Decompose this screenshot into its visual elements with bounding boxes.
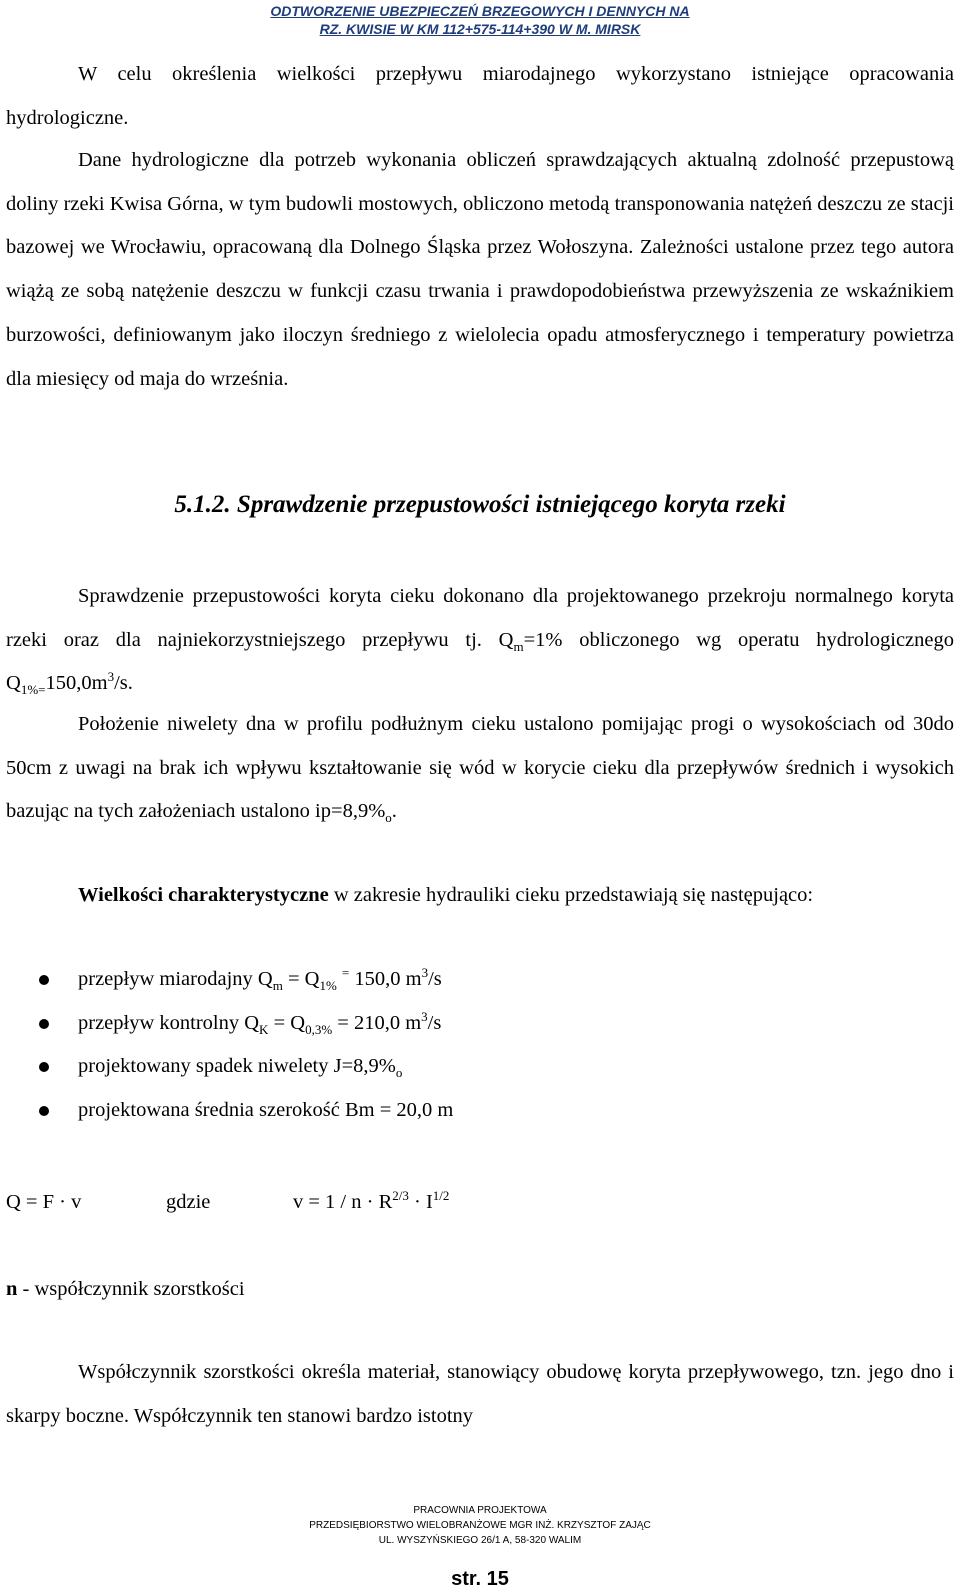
footer-line-1: PRACOWNIA PROJEKTOWA <box>413 1505 547 1516</box>
paragraph-hydrology: Dane hydrologiczne dla potrzeb wykonania obliczeń sprawdzających aktualną zdolność przepustową doliny rzeki Kwisa Górna, w tym budowli mostowych, obliczono metodą transponowania natężeń deszczu ze stacji bazowej we Wrocławiu, opracowaną dla Dolnego Śląska przez Wołoszyna. Zależności ustalone przez tego autora wiążą ze sobą natężenie deszczu w funkcji czasu trwania i prawdopodobieństwa przewyższenia ze wskaźnikiem burzowości, definiowanym jako iloczyn średniego z wielolecia opadu atmosferycznego i temperatury powietrza dla miesięcy od maja do września. <box>6 149 954 390</box>
paragraph-intro: W celu określenia wielkości przepływu miarodajnego wykorzystano istniejące opracowania hydrologiczne. <box>6 63 954 129</box>
header-line-2: RZ. KWISIE W KM 112+575-114+390 W M. MIRSK <box>319 21 641 37</box>
list-item: przepływ kontrolny $Q_K = Q_{0,3\%} = 210,0$ $m^3/s$ <box>6 1002 453 1046</box>
formula-v: $v = 1 / n \cdot R^{2/3} \cdot I^{1/2}$ <box>293 1188 450 1213</box>
paragraph-niveleta: Położenie niwelety dna w profilu podłużnym cieku ustalono pomijając progi o wysokościach od 30do 50cm z uwagi na brak ich wpływu kształtowanie się wód w korycie cieku dla przepływów średnich i wysokich bazując na tych założeniach ustalono $ip=8,9\%_o$. <box>6 713 954 826</box>
paragraph-roughness: Współczynnik szorstkości określa materiał, stanowiący obudowę koryta przepływowego, tzn. jego dno i skarpy boczne. Współczynnik ten stanowi bardzo istotny <box>6 1361 954 1427</box>
paragraph-characteristics: Wielkości charakterystyczne w zakresie hydrauliki cieku przedstawiają się następująco: <box>78 884 814 906</box>
page-number: str. 15 <box>451 1568 509 1590</box>
footer-line-3: UL. WYSZYŃSKIEGO 26/1 A, 58-320 WALIM <box>378 1535 582 1546</box>
bullet-icon <box>39 1019 49 1029</box>
formula-q: Q = F · v <box>6 1191 82 1213</box>
characteristics-list <box>6 958 453 1133</box>
bullet-icon <box>39 1062 49 1072</box>
list-item: projektowana średnia szerokość Bm = 20,0 m <box>6 1089 453 1133</box>
paragraph-capacity: Sprawdzenie przepustowości koryta cieku dokonano dla projektowanego przekroju normalnego koryta rzeki oraz dla najniekorzystniejszego przepływu tj. $Q_m=1\%$ obliczonego wg operatu hydrologicznego $Q_{1\%=}150,0m^3/s$. <box>6 585 954 698</box>
list-item: projektowany spadek niwelety $J=8,9\%_o$ <box>6 1045 453 1089</box>
footer-line-2: PRZEDSIĘBIORSTWO WIELOBRANŻOWE MGR INŻ. KRZYSZTOF ZAJĄC <box>309 1520 651 1531</box>
n-definition: n - współczynnik szorstkości <box>6 1278 245 1300</box>
formula-gdzie: gdzie <box>166 1191 211 1213</box>
list-item: przepływ miarodajny $Q_m = Q_{1\%}$ = 150,0 $m^3/s$ <box>6 958 453 1002</box>
bullet-icon <box>39 975 49 985</box>
document-header <box>0 2 960 38</box>
section-heading: 5.1.2. Sprawdzenie przepustowości istniejącego koryta rzeki <box>174 491 786 518</box>
bullet-icon <box>39 1106 49 1116</box>
header-line-1: ODTWORZENIE UBEZPIECZEŃ BRZEGOWYCH I DENNYCH NA <box>270 3 690 19</box>
document-footer <box>0 1503 960 1548</box>
